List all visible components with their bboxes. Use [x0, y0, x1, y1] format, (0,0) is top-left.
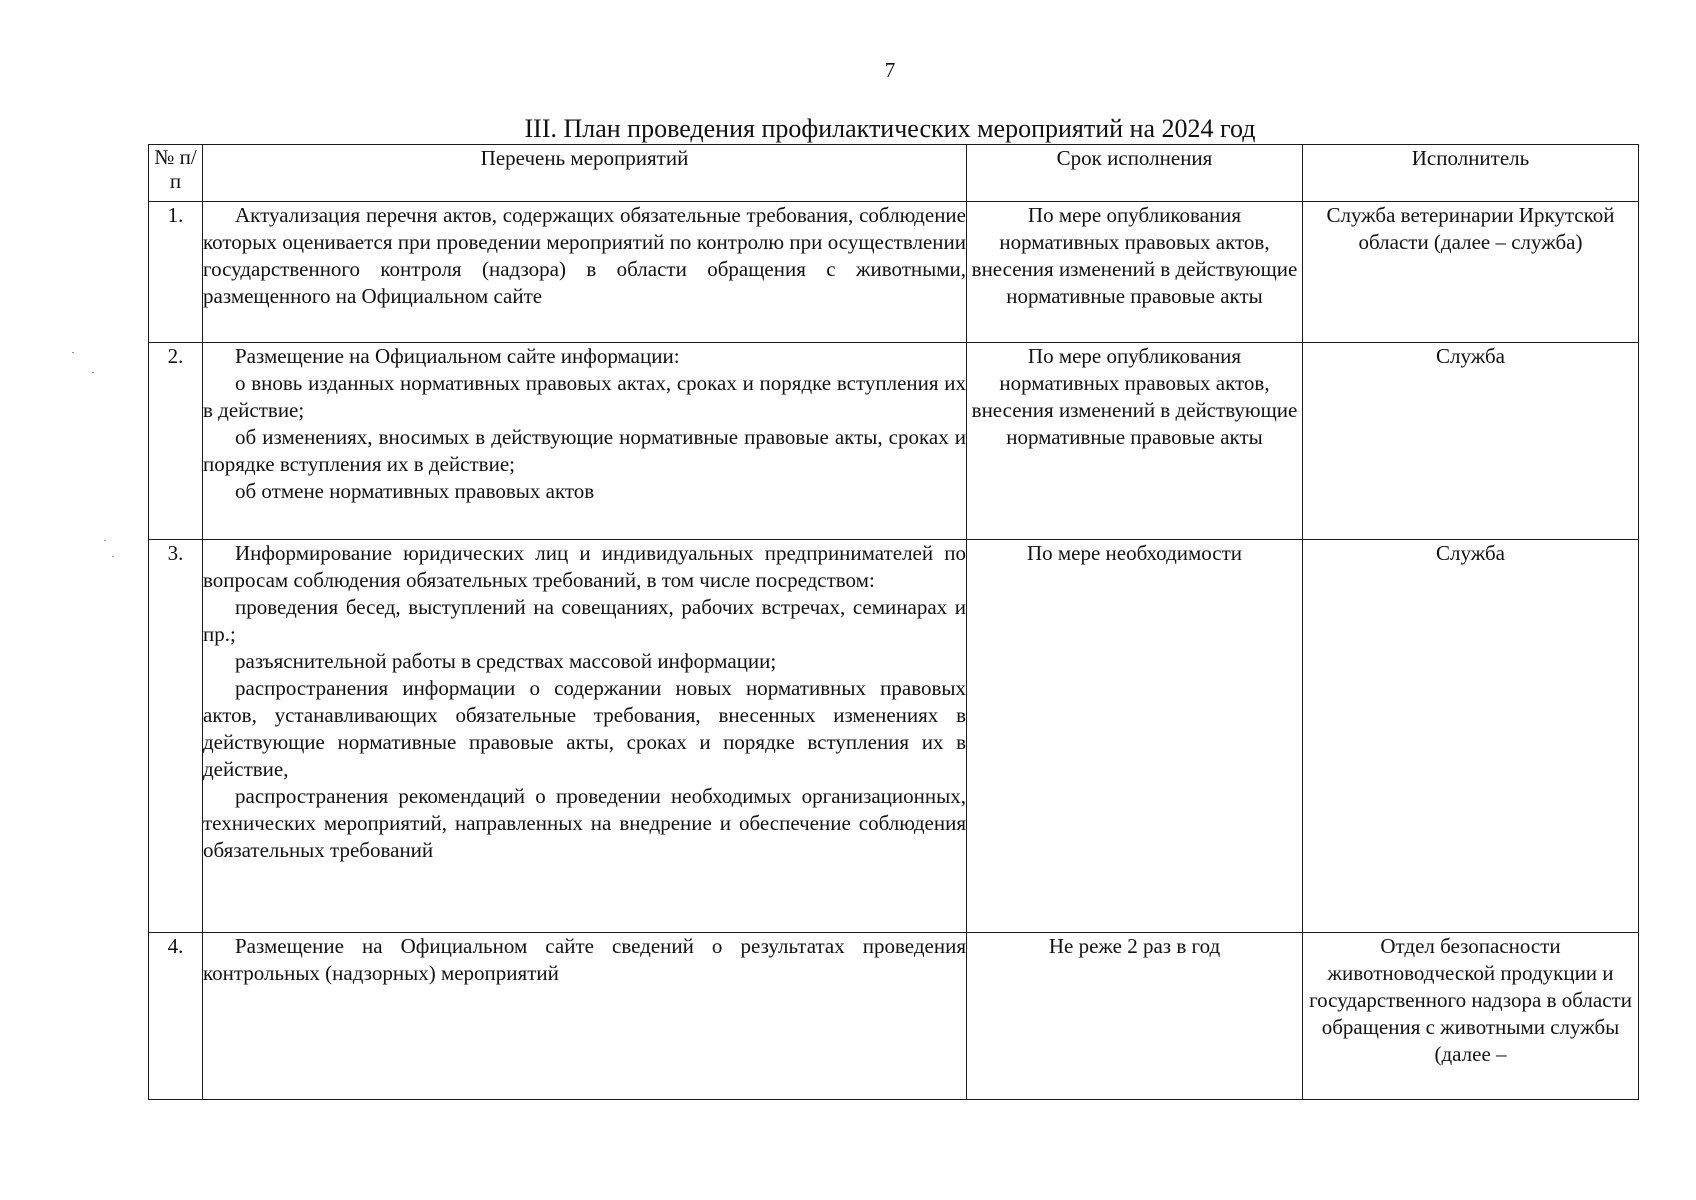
scan-speck: [92, 372, 94, 373]
row-number: 3.: [149, 540, 203, 933]
row-term: По мере необходимости: [967, 540, 1303, 933]
activity-paragraph: Размещение на Официальном сайте сведений о результатах проведения контрольных (надзорных) мероприятий: [203, 934, 966, 985]
page-number: 7: [884, 58, 896, 82]
section-title: III. План проведения профилактических мероприятий на 2024 год: [524, 114, 1256, 143]
activity-paragraph: Актуализация перечня актов, содержащих обязательные требования, соблюдение которых оценивается при проведении мероприятий по контролю при осуществлении государственного контроля (надзора) в области обращения с животными, размещенного на Официальном сайте: [203, 203, 966, 308]
header-number: № п/п: [149, 145, 203, 202]
activity-paragraph: проведения бесед, выступлений на совещаниях, рабочих встречах, семинарах и пр.;: [203, 595, 966, 646]
header-executor: Исполнитель: [1303, 145, 1639, 202]
header-term: Срок исполнения: [967, 145, 1303, 202]
row-executor: Служба ветеринарии Иркутской области (далее – служба): [1303, 202, 1639, 343]
activity-paragraph: об отмене нормативных правовых актов: [235, 479, 595, 503]
activity-paragraph: распространения рекомендаций о проведении необходимых организационных, технических мероприятий, направленных на внедрение и обеспечение соблюдения обязательных требований: [203, 784, 966, 862]
row-term: По мере опубликования нормативных правовых актов, внесения изменений в действующие нормативные правовые акты: [967, 343, 1303, 540]
row-number: 2.: [149, 343, 203, 540]
prevention-plan-table: [148, 144, 1639, 1100]
row-executor: Служба: [1303, 540, 1639, 933]
activity-paragraph: разъяснительной работы в средствах массовой информации;: [235, 649, 777, 673]
row-number: 1.: [149, 202, 203, 343]
header-activity: Перечень мероприятий: [203, 145, 967, 202]
row-activity: [203, 202, 967, 343]
activity-paragraph: распространения информации о содержании новых нормативных правовых актов, устанавливающих обязательные требования, внесенных изменениях в действующие нормативные правовые акты, сроках и порядке вступления их в действие,: [203, 676, 966, 781]
scan-speck: [112, 556, 114, 557]
scan-speck: [72, 352, 74, 353]
activity-paragraph: Размещение на Официальном сайте информации:: [235, 344, 680, 368]
row-executor: Служба: [1303, 343, 1639, 540]
row-executor: [1303, 933, 1639, 1100]
activity-paragraph: о вновь изданных нормативных правовых актах, сроках и порядке вступления их в действие;: [203, 371, 966, 422]
row-term: По мере опубликования нормативных правовых актов, внесения изменений в действующие нормативные правовые акты: [967, 202, 1303, 343]
scan-speck: [104, 540, 106, 541]
table-header-row: [149, 145, 1639, 202]
table-row: [149, 933, 1639, 1100]
table-row: [149, 202, 1639, 343]
table-row: [149, 343, 1639, 540]
executor-text: Отдел безопасности животноводческой продукции и государственного надзора в области обращения с животными службы (далее –: [1309, 934, 1632, 1066]
activity-paragraph: об изменениях, вносимых в действующие нормативные правовые акты, сроках и порядке вступления их в действие;: [203, 425, 966, 476]
activity-paragraph: Информирование юридических лиц и индивидуальных предпринимателей по вопросам соблюдения обязательных требований, в том числе посредством:: [203, 541, 966, 592]
row-activity: [203, 933, 967, 1100]
row-activity: [203, 540, 967, 933]
row-activity: [203, 343, 967, 540]
row-number: 4.: [149, 933, 203, 1100]
row-term: Не реже 2 раз в год: [967, 933, 1303, 1100]
table-row: [149, 540, 1639, 933]
